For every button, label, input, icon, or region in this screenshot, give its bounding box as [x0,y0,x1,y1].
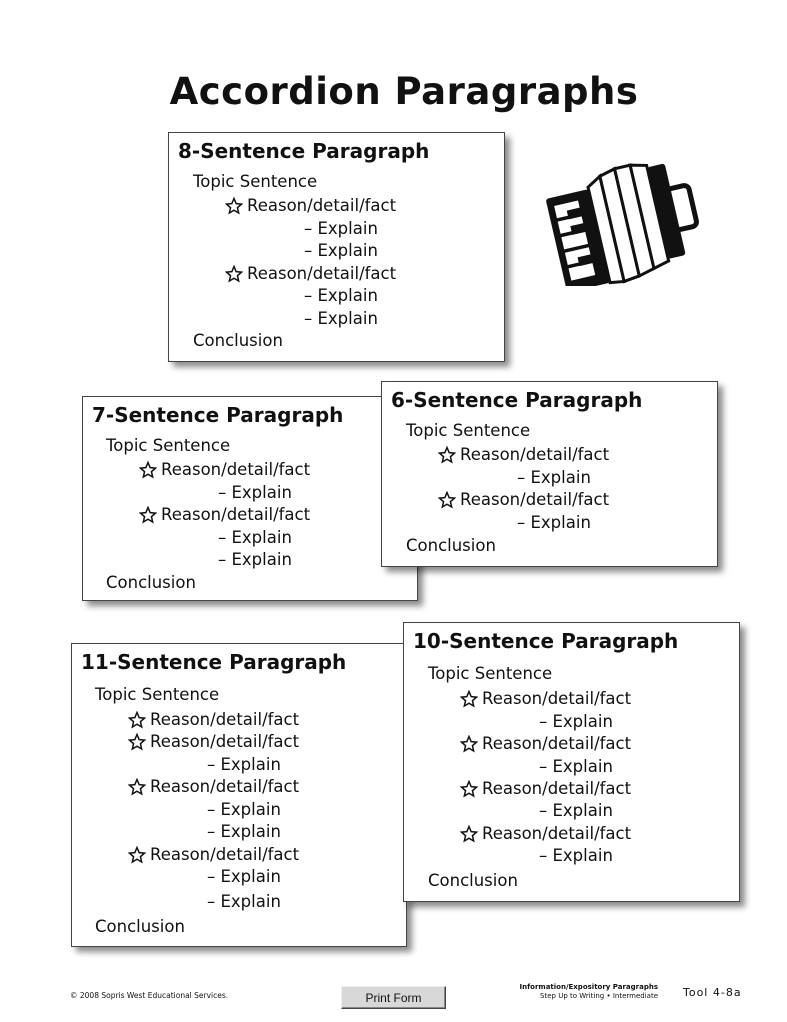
explain-line: – Explain [539,712,613,731]
topic-sentence: Topic Sentence [428,664,553,683]
explain-line: – Explain [539,801,613,820]
reason-line: Reason/detail/fact [438,445,609,464]
reason-line: Reason/detail/fact [460,689,631,708]
star-outline-icon [139,506,157,524]
accordion-icon [545,160,703,286]
card-10-sentence [403,622,740,902]
card-8-sentence [168,132,505,362]
conclusion-line: Conclusion [193,331,283,350]
explain-line: – Explain [539,846,613,865]
topic-sentence: Topic Sentence [193,172,318,191]
reason-line: Reason/detail/fact [460,824,631,843]
reason-line: Reason/detail/fact [225,264,396,283]
explain-line: – Explain [207,892,281,911]
explain-line: – Explain [304,286,378,305]
series-info [512,983,658,1001]
reason-line: Reason/detail/fact [460,779,631,798]
card-title: 6-Sentence Paragraph [391,388,643,412]
print-form-button[interactable]: Print Form [341,986,446,1009]
card-title: 10-Sentence Paragraph [413,629,679,653]
conclusion-line: Conclusion [106,573,196,592]
star-outline-icon [225,265,243,283]
reason-line: Reason/detail/fact [438,490,609,509]
star-outline-icon [438,446,456,464]
star-outline-icon [460,825,478,843]
explain-line: – Explain [517,468,591,487]
star-outline-icon [460,735,478,753]
star-outline-icon [225,197,243,215]
tool-label: Tool 4-8a [683,986,742,999]
series-subtitle: Step Up to Writing • Intermediate [540,992,658,1000]
star-outline-icon [438,491,456,509]
star-outline-icon [460,780,478,798]
reason-line: Reason/detail/fact [128,732,299,751]
explain-line: – Explain [218,550,292,569]
explain-line: – Explain [207,755,281,774]
explain-line: – Explain [517,513,591,532]
explain-line: – Explain [304,219,378,238]
star-outline-icon [128,733,146,751]
reason-line: Reason/detail/fact [128,777,299,796]
topic-sentence: Topic Sentence [406,421,531,440]
conclusion-line: Conclusion [428,871,518,890]
reason-line: Reason/detail/fact [139,460,310,479]
card-title: 11-Sentence Paragraph [81,650,347,674]
explain-line: – Explain [207,867,281,886]
star-outline-icon [128,846,146,864]
conclusion-line: Conclusion [95,917,185,936]
explain-line: – Explain [218,483,292,502]
card-7-sentence [82,396,418,601]
topic-sentence: Topic Sentence [95,685,220,704]
explain-line: – Explain [218,528,292,547]
copyright-text: © 2008 Sopris West Educational Services. [70,991,229,1000]
series-title: Information/Expository Paragraphs [519,983,658,991]
page-title: Accordion Paragraphs [169,70,639,113]
reason-line: Reason/detail/fact [225,196,396,215]
star-outline-icon [139,461,157,479]
reason-line: Reason/detail/fact [128,845,299,864]
reason-line: Reason/detail/fact [460,734,631,753]
reason-line: Reason/detail/fact [128,710,299,729]
star-outline-icon [128,778,146,796]
explain-line: – Explain [539,757,613,776]
topic-sentence: Topic Sentence [106,436,231,455]
explain-line: – Explain [207,800,281,819]
conclusion-line: Conclusion [406,536,496,555]
card-title: 8-Sentence Paragraph [178,139,430,163]
card-title: 7-Sentence Paragraph [92,403,344,427]
card-6-sentence [381,381,718,567]
card-11-sentence [71,643,407,947]
reason-line: Reason/detail/fact [139,505,310,524]
explain-line: – Explain [207,822,281,841]
star-outline-icon [128,711,146,729]
explain-line: – Explain [304,309,378,328]
explain-line: – Explain [304,241,378,260]
star-outline-icon [460,690,478,708]
